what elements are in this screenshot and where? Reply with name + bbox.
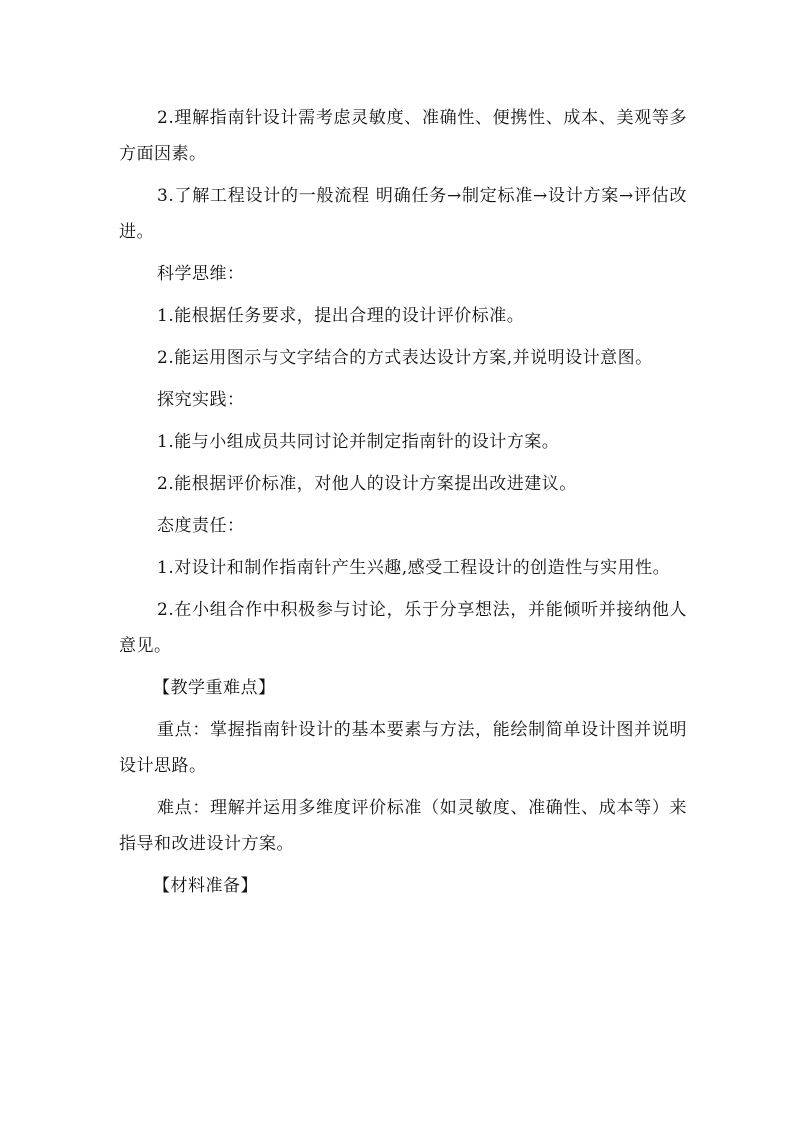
attitude-2: 2.在小组合作中积极参与讨论，乐于分享想法，并能倾听并接纳他人意见。 — [119, 600, 687, 656]
section-label-attitude: 态度责任： — [157, 516, 245, 536]
inquiry-practice-2: 2.能根据评价标准，对他人的设计方案提出改进建议。 — [157, 474, 577, 494]
key-point: 重点：掌握指南针设计的基本要素与方法，能绘制简单设计图并说明设计思路。 — [119, 720, 687, 776]
scientific-thinking-2: 2.能运用图示与文字结合的方式表达设计方案,并说明设计意图。 — [157, 348, 653, 368]
heading-materials: 【材料准备】 — [153, 876, 258, 896]
objective-2: 2.理解指南针设计需考虑灵敏度、准确性、便携性、成本、美观等多方面因素。 — [119, 108, 687, 164]
section-label-scientific-thinking: 科学思维： — [157, 264, 245, 284]
objective-3: 3.了解工程设计的一般流程 明确任务→制定标准→设计方案→评估改进。 — [119, 186, 687, 242]
difficult-point: 难点：理解并运用多维度评价标准（如灵敏度、准确性、成本等）来指导和改进设计方案。 — [119, 798, 687, 854]
scientific-thinking-1: 1.能根据任务要求，提出合理的设计评价标准。 — [157, 306, 525, 326]
document-body — [119, 100, 687, 910]
section-label-inquiry-practice: 探究实践： — [157, 390, 245, 410]
heading-key-difficult-points: 【教学重难点】 — [153, 678, 276, 698]
attitude-1: 1.对设计和制作指南针产生兴趣,感受工程设计的创造性与实用性。 — [157, 558, 671, 578]
inquiry-practice-1: 1.能与小组成员共同讨论并制定指南针的设计方案。 — [157, 432, 560, 452]
